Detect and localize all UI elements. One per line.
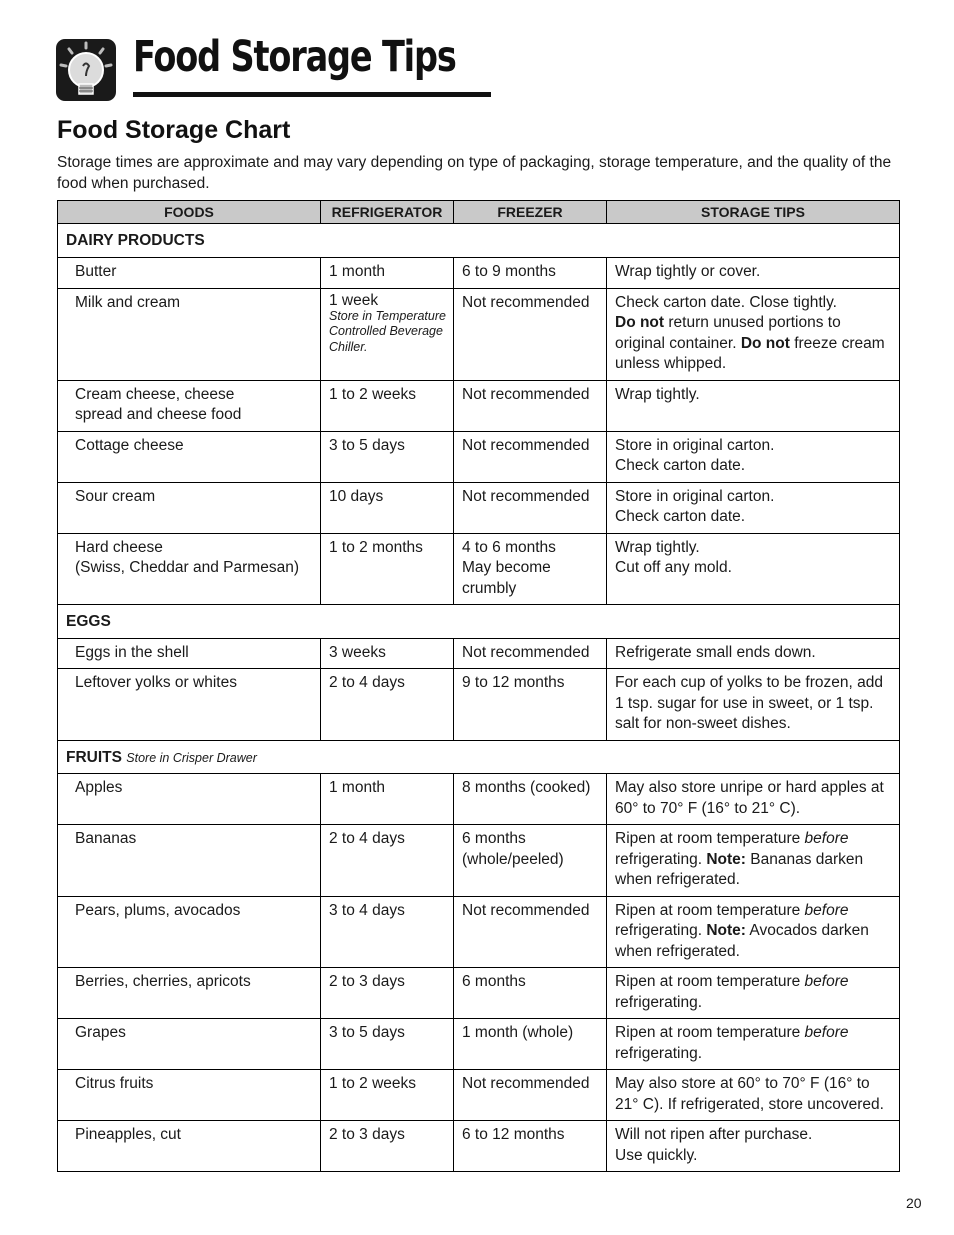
food-cell: Apples: [58, 774, 321, 825]
food-cell: Bananas: [58, 825, 321, 897]
table-row: [58, 669, 900, 741]
tips-cell: May also store at 60° to 70° F (16° to 21° C). If refrigerated, store uncovered.: [607, 1070, 900, 1121]
freezer-cell: 6 months (whole/peeled): [454, 825, 607, 897]
tip-text: Avocados darken when refrigerated.: [615, 922, 869, 960]
tip-italic: before: [804, 973, 849, 990]
tip-text: Wrap tightly.: [615, 538, 700, 556]
tip-text: Ripen at room temperature: [615, 1024, 801, 1041]
tips-cell: [607, 533, 900, 605]
food-cell: Milk and cream: [58, 288, 321, 380]
fridge-cell: [321, 288, 454, 380]
fridge-cell: 3 weeks: [321, 638, 454, 669]
tip-bold: Do not: [615, 314, 665, 331]
tips-cell: May also store unripe or hard apples at 60° to 70° F (16° to 21° C).: [607, 774, 900, 825]
tip-text: Ripen at room temperature: [615, 901, 801, 919]
category-cell: [58, 740, 900, 774]
fridge-cell: 1 to 2 weeks: [321, 1070, 454, 1121]
tip-text: Will not ripen after purchase.: [615, 1126, 813, 1143]
tips-cell: Refrigerate small ends down.: [607, 638, 900, 669]
table-header-row: [58, 201, 900, 224]
category-row-eggs: [58, 605, 900, 639]
food-detail: (Swiss, Cheddar and Parmesan): [75, 559, 299, 576]
page-title: Food Storage Tips: [133, 32, 456, 82]
fridge-note: Store in Temperature Controlled Beverage Chiller.: [329, 308, 446, 354]
freezer-cell: Not recommended: [454, 638, 607, 669]
tips-cell: [607, 288, 900, 380]
food-storage-table: [57, 200, 900, 1172]
tip-text: refrigerating.: [615, 850, 703, 868]
category-label: DAIRY PRODUCTS: [58, 224, 900, 258]
table-row: [58, 288, 900, 380]
food-cell: Sour cream: [58, 482, 321, 533]
fridge-cell: 10 days: [321, 482, 454, 533]
freezer-note: May become crumbly: [462, 559, 551, 597]
table-row: [58, 258, 900, 289]
fridge-cell: 1 to 2 months: [321, 533, 454, 605]
tips-cell: Wrap tightly.: [607, 380, 900, 431]
fridge-cell: 2 to 3 days: [321, 1121, 454, 1172]
table-row: [58, 825, 900, 897]
table-row: [58, 1070, 900, 1121]
food-cell: Grapes: [58, 1019, 321, 1070]
freezer-cell: 6 to 9 months: [454, 258, 607, 289]
category-label: FRUITS: [66, 748, 122, 766]
category-row-fruits: [58, 740, 900, 774]
freezer-cell: 6 months: [454, 968, 607, 1019]
food-cell: Pineapples, cut: [58, 1121, 321, 1172]
tip-text: refrigerating.: [615, 922, 703, 939]
tips-cell: [607, 968, 900, 1019]
tip-text: Check carton date.: [615, 457, 746, 474]
table-row: [58, 1019, 900, 1070]
intro-paragraph: Storage times are approximate and may vary depending on type of packaging, storage temperature, and the quality of the food when purchased.: [57, 154, 892, 192]
tips-cell: [607, 825, 900, 897]
food-cell: Eggs in the shell: [58, 638, 321, 669]
table-row: [58, 774, 900, 825]
table-row: [58, 380, 900, 431]
fridge-cell: 2 to 4 days: [321, 825, 454, 897]
tip-text: Bananas darken when refrigerated.: [615, 850, 864, 888]
tips-cell: Wrap tightly or cover.: [607, 258, 900, 289]
col-header-freezer: FREEZER: [454, 201, 607, 224]
food-cell: [58, 533, 321, 605]
food-cell: Citrus fruits: [58, 1070, 321, 1121]
freezer-cell: 9 to 12 months: [454, 669, 607, 741]
fridge-cell: 1 to 2 weeks: [321, 380, 454, 431]
food-cell: Berries, cherries, apricots: [58, 968, 321, 1019]
tips-cell: For each cup of yolks to be frozen, add 1 tsp. sugar for use in sweet, or 1 tsp. salt for non-sweet dishes.: [607, 669, 900, 741]
category-label: EGGS: [58, 605, 900, 639]
freezer-cell: 1 month (whole): [454, 1019, 607, 1070]
freezer-cell: Not recommended: [454, 380, 607, 431]
food-cell: Leftover yolks or whites: [58, 669, 321, 741]
tip-text: Use quickly.: [615, 1146, 698, 1164]
food-cell: Cream cheese, cheese spread and cheese food: [58, 380, 321, 431]
category-row-dairy: [58, 224, 900, 258]
tip-text: Store in original carton.: [615, 487, 775, 505]
fridge-cell: 2 to 3 days: [321, 968, 454, 1019]
tips-cell: [607, 1019, 900, 1070]
tip-text: Store in original carton.: [615, 436, 775, 454]
category-note: Store in Crisper Drawer: [126, 750, 257, 765]
freezer-cell: Not recommended: [454, 1070, 607, 1121]
table-row: [58, 431, 900, 482]
fridge-cell: 1 month: [321, 774, 454, 825]
page-header: [55, 32, 456, 102]
freezer-cell: Not recommended: [454, 482, 607, 533]
freezer-cell: Not recommended: [454, 896, 607, 968]
page-number: 20: [906, 1195, 922, 1211]
col-header-foods: FOODS: [58, 201, 321, 224]
tip-italic: before: [804, 830, 849, 847]
tip-text: Ripen at room temperature: [615, 830, 801, 847]
lightbulb-icon: [55, 38, 117, 102]
freezer-cell: [454, 533, 607, 605]
food-cell: Butter: [58, 258, 321, 289]
tips-cell: [607, 896, 900, 968]
tip-text: freeze cream unless whipped.: [615, 334, 885, 372]
fridge-cell: 1 month: [321, 258, 454, 289]
tip-text: Check carton date. Close tightly.: [615, 293, 837, 311]
tip-text: return unused portions to original container.: [615, 314, 841, 352]
col-header-refrigerator: REFRIGERATOR: [321, 201, 454, 224]
section-heading: Food Storage Chart: [57, 116, 291, 144]
tip-italic: before: [804, 901, 849, 919]
table-row: [58, 533, 900, 605]
fridge-value: 1 week: [329, 291, 379, 309]
tip-bold: Note:: [706, 850, 746, 868]
col-header-storage-tips: STORAGE TIPS: [607, 201, 900, 224]
freezer-cell: Not recommended: [454, 431, 607, 482]
fridge-cell: 2 to 4 days: [321, 669, 454, 741]
tip-bold: Do not: [740, 334, 790, 352]
table-row: [58, 1121, 900, 1172]
table-row: [58, 482, 900, 533]
food-cell: Cottage cheese: [58, 431, 321, 482]
food-name: Hard cheese: [75, 538, 163, 556]
food-cell: Pears, plums, avocados: [58, 896, 321, 968]
tip-italic: before: [804, 1024, 849, 1041]
tip-text: Cut off any mold.: [615, 559, 732, 576]
freezer-cell: 8 months (cooked): [454, 774, 607, 825]
tip-text: Ripen at room temperature: [615, 973, 801, 990]
table-row: [58, 638, 900, 669]
table-row: [58, 896, 900, 968]
tip-text: Check carton date.: [615, 508, 746, 525]
tip-text: refrigerating.: [615, 993, 703, 1011]
tip-text: refrigerating.: [615, 1044, 703, 1062]
table-row: [58, 968, 900, 1019]
tip-bold: Note:: [706, 922, 746, 939]
freezer-cell: Not recommended: [454, 288, 607, 380]
freezer-cell: 6 to 12 months: [454, 1121, 607, 1172]
fridge-cell: 3 to 4 days: [321, 896, 454, 968]
freezer-value: 4 to 6 months: [462, 538, 556, 556]
fridge-cell: 3 to 5 days: [321, 431, 454, 482]
tips-cell: [607, 431, 900, 482]
fridge-cell: 3 to 5 days: [321, 1019, 454, 1070]
tips-cell: [607, 1121, 900, 1172]
title-underline: [133, 92, 491, 97]
tips-cell: [607, 482, 900, 533]
